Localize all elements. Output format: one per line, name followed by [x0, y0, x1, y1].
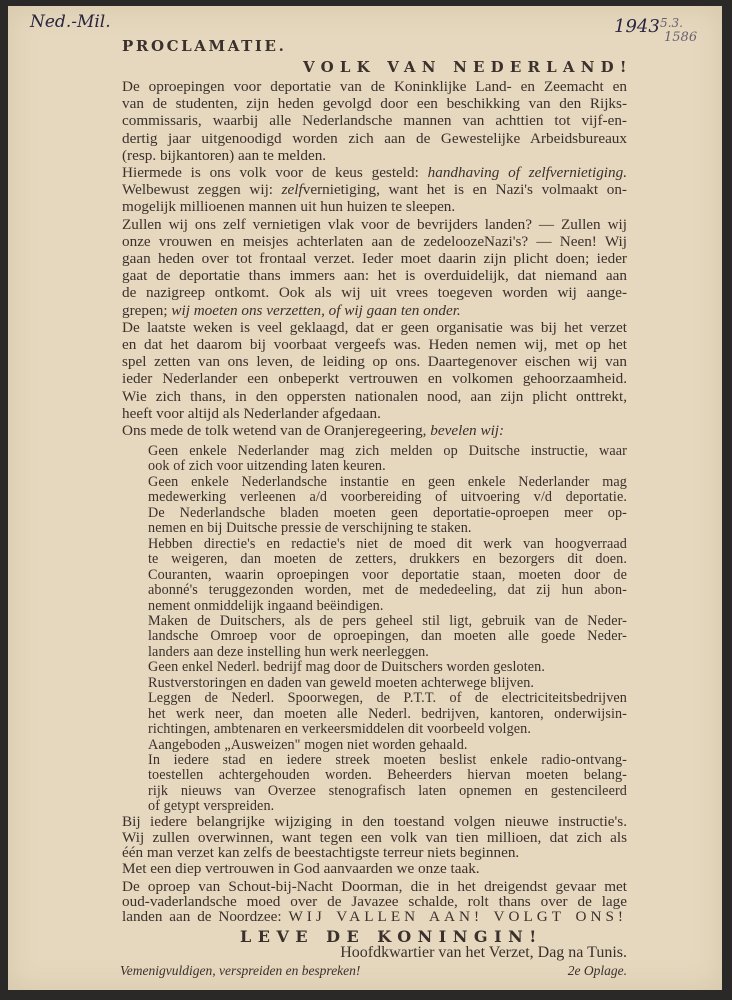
body-line — [122, 388, 627, 406]
document-title: PROCLAMATIE. — [122, 37, 287, 55]
text-run: De oproep van Schout-bij-Nacht Doorman, die in het dreigendst gevaar met — [122, 877, 627, 895]
order-line — [148, 520, 627, 537]
body-line — [122, 164, 627, 182]
text-run: oud-vaderlandsche moed over de Javazee schalde, rolt thans over de lage — [122, 893, 627, 910]
body-line — [122, 319, 627, 337]
body-line — [122, 336, 627, 354]
text-run: spel zetten van ons leven, de leiding op ons. Daartegenover eischen wij van — [122, 353, 627, 371]
italic-text-run: zelf — [281, 181, 303, 199]
text-run: vernietiging, want het is en Nazi's volmaakt on- — [302, 181, 627, 199]
text-run: of getypt verspreiden. — [148, 798, 275, 815]
text-run: rijk nieuws van Overzee stenografisch laten opnemen en gestencileerd — [148, 782, 627, 799]
text-run: te weigeren, dan moeten de zetters, drukkers en bezorgers dit doen. — [148, 551, 627, 568]
edition-label: 2e Oplage. — [567, 963, 627, 978]
text-run: landen aan de Noordzee: — [122, 908, 289, 926]
italic-text-run: handhaving of zelfvernietiging. — [427, 164, 627, 181]
body-line — [122, 112, 627, 130]
italic-text-run: bevelen wij: — [430, 422, 505, 439]
body-line — [122, 181, 627, 199]
text-run: mogelijk millioenen mannen uit hun huizen te sleepen. — [122, 198, 456, 216]
document-subtitle: VOLK VAN NEDERLAND! — [303, 58, 633, 76]
text-run: grepen; — [122, 301, 172, 319]
text-run: van de studenten, zijn heden gevolgd door een beschikking van den Rijks- — [122, 95, 627, 113]
closing-line — [122, 860, 627, 878]
text-run: abonné's teruggezonden worden, met de mededeeling, dat zij hun abon- — [148, 582, 627, 599]
body-line — [122, 370, 627, 388]
order-line — [148, 675, 627, 692]
body-line — [122, 198, 627, 216]
order-line — [148, 551, 627, 568]
text-run: onze vrouwen en meisjes achterlaten aan de zedeloozeNazi's? — Neen! Wij — [122, 232, 627, 250]
text-run: richtingen, ambtenaren en verkeersmiddelen dit voorbeeld volgen. — [148, 721, 532, 738]
order-line — [148, 767, 627, 784]
text-run: dertig jaar uitgenoodigd worden zich aan de Gewestelijke Arbeidsbureaux — [122, 129, 627, 147]
body-line — [122, 267, 627, 285]
order-line — [148, 474, 627, 491]
body-line — [122, 250, 627, 268]
order-line — [148, 783, 627, 800]
text-run: Geen enkel Nederl. bedrijf mag door de Duitschers worden gesloten. — [148, 659, 546, 676]
text-run: Geen enkele Nederlandsche instantie en geen enkele Nederlander mag — [148, 473, 627, 490]
body-line — [122, 216, 627, 234]
text-run: Geen enkele Nederlander mag zich melden op Duitsche instructie, waar — [148, 443, 627, 459]
order-line — [148, 690, 627, 707]
handwritten-number: 1586 — [664, 30, 698, 45]
text-run: Maken de Duitschers, als de pers geheel stil ligt, gebruik van de Neder- — [148, 612, 627, 629]
text-run: Met een diep vertrouwen in God aanvaarden we onze taak. — [122, 859, 480, 877]
body-line — [122, 405, 627, 423]
body-line — [122, 284, 627, 302]
order-line — [148, 659, 627, 676]
text-run: één man verzet kan zelfs de beestachtigste terreur niets beginnen. — [122, 844, 520, 862]
closing-line — [122, 908, 627, 926]
long-live-the-queen: LEVE DE KONINGIN! — [240, 927, 543, 946]
body-line — [122, 78, 627, 96]
order-line — [148, 644, 627, 661]
order-line — [148, 613, 627, 630]
handwritten-date: 5.3. — [660, 16, 683, 30]
text-run: De laatste weken is veel geklaagd, dat er geen organisatie was bij het verzet — [122, 318, 627, 336]
body-line — [122, 233, 627, 251]
body-line — [122, 130, 627, 148]
text-run: gaan heden over tot frontaal verzet. Ieder moet daarin zijn plicht doen; ieder — [122, 250, 627, 267]
text-run: het werk neer, dan moeten alle Nederl. bedrijven, kantoren, onderwijsin- — [148, 705, 627, 722]
order-line — [148, 752, 627, 769]
order-line — [148, 706, 627, 723]
body-line — [122, 353, 627, 371]
text-run: toestellen achtergehouden worden. Beheerders hiervan moeten belang- — [148, 767, 627, 784]
text-run: gaat de deportatie thans immers aan: het is overduidelijk, dat niemand aan — [122, 267, 627, 285]
footer-instruction: Vemenigvuldigen, verspreiden en bespreken! — [120, 963, 361, 978]
order-line — [148, 443, 627, 460]
order-line — [148, 458, 627, 475]
body-line — [122, 147, 627, 165]
text-run: nement onmiddelijk ingaand beëindigen. — [148, 597, 384, 614]
handwritten-year: 1943 — [614, 16, 660, 37]
text-run: Aangeboden „Ausweizen" mogen niet worden gehaald. — [148, 736, 468, 753]
text-run: Leggen de Nederl. Spoorwegen, de P.T.T. of de electriciteitsbedrijven — [148, 690, 627, 707]
order-line — [148, 737, 627, 754]
order-line — [148, 567, 627, 584]
text-run: De Nederlandsche bladen moeten geen deportatie-oproepen meer op- — [148, 504, 627, 521]
text-run: Wij zullen overwinnen, want tegen een volk van tien millioen, dat zich als — [122, 828, 627, 846]
text-run: In iedere stad en iedere streek moeten beslist enkele radio-ontvang- — [148, 752, 627, 768]
text-run: Bij iedere belangrijke wijziging in den toestand volgen nieuwe instructie's. — [122, 813, 627, 830]
signature: Hoofdkwartier van het Verzet, Dag na Tunis. — [340, 944, 627, 961]
handwritten-archive-label: Ned.-Mil. — [30, 12, 111, 32]
text-run: nemen en bij Duitsche pressie de verschijning te staken. — [148, 520, 472, 537]
text-run: Wie zich thans, in den oppersten nationalen nood, aan zijn plicht onttrekt, — [122, 387, 627, 405]
text-run: en dat het daarom bij voorbaat vergeefs was. Heden nemen wij, met op het — [122, 336, 627, 353]
text-run: medewerking verleenen a/d voorbereiding of uitvoering v/d deportatie. — [148, 489, 627, 506]
spaced-text-run: WIJ VALLEN AAN! VOLGT ONS! — [288, 908, 627, 926]
text-run: heeft voor altijd als Nederlander afgedaan. — [122, 404, 381, 422]
text-run: Hiermede is ons volk voor de keus gesteld: — [122, 164, 428, 181]
body-line — [122, 302, 627, 320]
text-run: landers aan deze instelling hun werk neerleggen. — [148, 643, 429, 660]
text-run: Zullen wij ons zelf vernietigen vlak voor de bevrijders landen? — Zullen wij — [122, 215, 627, 233]
order-line — [148, 536, 627, 553]
body-line — [122, 95, 627, 113]
body-line — [122, 422, 627, 440]
text-run: ieder Nederlander een onbeperkt vertrouwen en volkomen gehoorzaamheid. — [122, 370, 627, 388]
text-run: De oproepingen voor deportatie van de Koninklijke Land- en Zeemacht en — [122, 78, 627, 95]
text-run: Ons mede de tolk wetend van de Oranjeregeering, — [122, 422, 431, 439]
italic-text-run: wij moeten ons verzetten, of wij gaan ten onder. — [171, 301, 461, 319]
text-run: (resp. bijkantoren) aan te melden. — [122, 146, 327, 164]
order-line — [148, 489, 627, 506]
text-run: Welbewust zeggen wij: — [122, 181, 282, 199]
order-line — [148, 582, 627, 599]
order-line — [148, 721, 627, 738]
text-run: landsche Omroep voor de oproepingen, dan moeten alle goede Neder- — [148, 628, 627, 645]
text-run: commissaris, waarbij alle Nederlandsche mannen van achttien tot vijf-en- — [122, 112, 627, 130]
order-line — [148, 628, 627, 645]
text-run: ook of zich voor uitzending laten keuren. — [148, 458, 386, 475]
text-run: Hebben directie's en redactie's niet de moed dit werk van hoogverraad — [148, 535, 627, 552]
text-run: Couranten, waarin oproepingen voor deportatie staan, moeten door de — [148, 566, 627, 583]
text-run: Rustverstoringen en daden van geweld moeten achterwege blijven. — [148, 674, 535, 691]
order-line — [148, 505, 627, 522]
text-run: de nazigreep ontkomt. Ook als wij uit vrees toegeven worden wij aange- — [122, 284, 627, 302]
order-line — [148, 598, 627, 615]
